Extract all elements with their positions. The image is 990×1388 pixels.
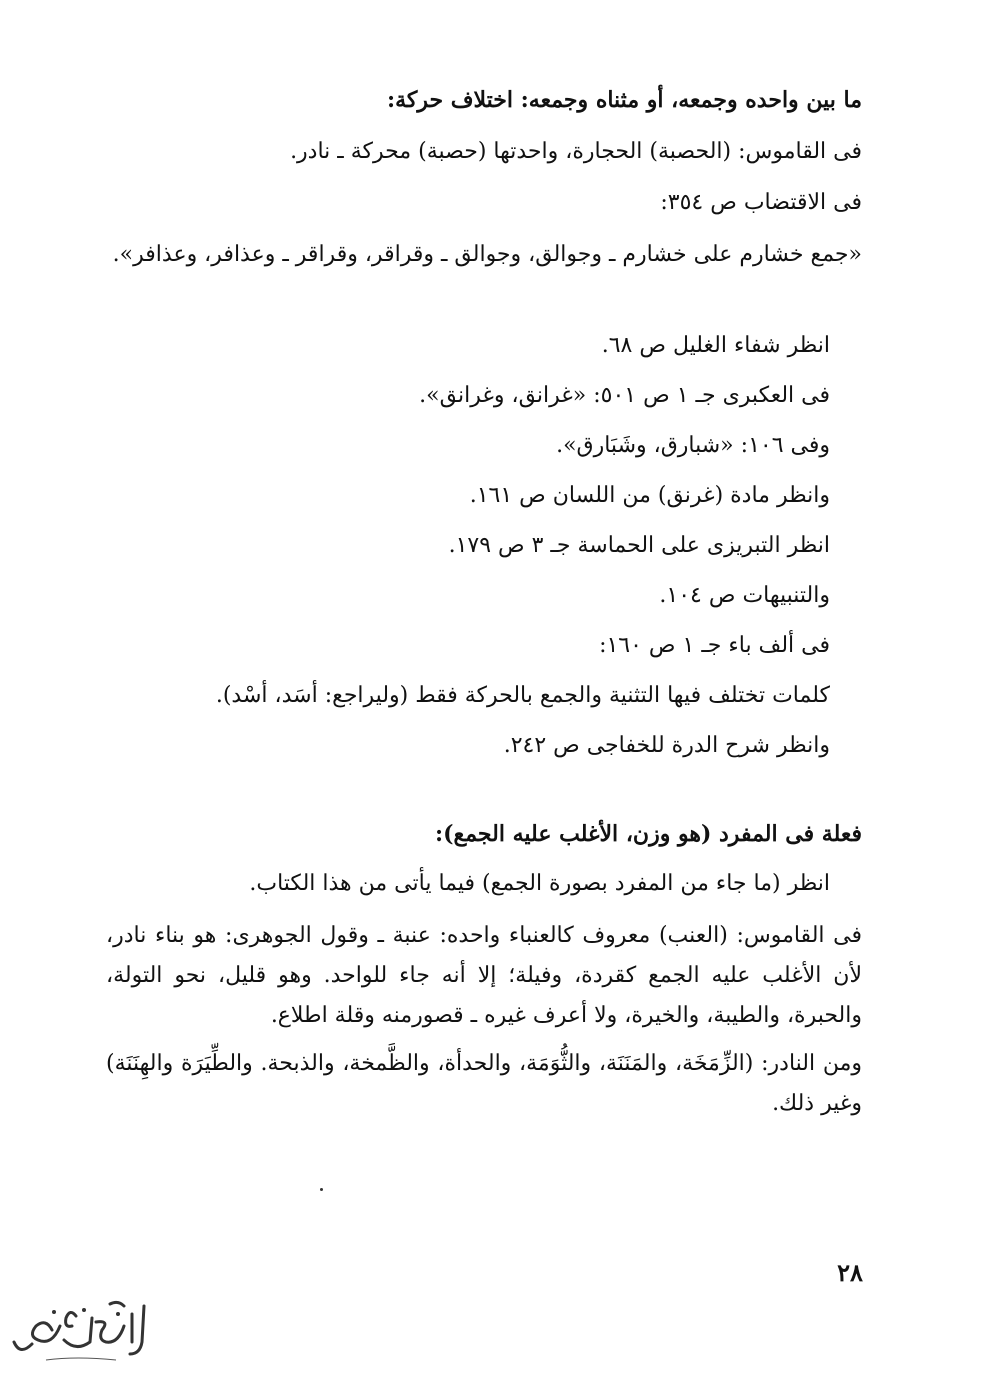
text-line: وانظر شرح الدرة للخفاجى ص ٢٤٢. [503, 733, 830, 758]
text-line: كلمات تختلف فيها التثنية والجمع بالحركة فقط (وليراجع: أسَد، أسْد). [215, 683, 830, 708]
text-line: فى الاقتضاب ص ٣٥٤: [660, 190, 862, 215]
page-number: ٢٨ [837, 1258, 863, 1287]
stray-dot [320, 1188, 323, 1191]
text-line: وانظر مادة (غرنق) من اللسان ص ١٦١. [469, 483, 830, 508]
text-paragraph: «جمع خشارم على خشارم ـ وجوالق، وجوالق ـ وقراقر، وقراقر ـ وعذافر، وعذافر». [112, 242, 862, 267]
calligraphy-stamp-icon [6, 1296, 152, 1368]
section-heading-1: ما بين واحده وجمعه، أو مثناه وجمعه: اختلاف حركة: [386, 87, 862, 113]
section-heading-2: فعلة فى المفرد (هو وزن، الأغلب عليه الجمع): [434, 821, 862, 847]
text-line: انظر شفاء الغليل ص ٦٨. [601, 333, 830, 358]
text-paragraph: ومن النادر: (الزِّمَخَة، والمَنَنَة، والثُّوَمَة، والحدأة، والظَّمخة، والذبحة. والطِّيَرَة والهِنَنَة) وغير ذلك. [106, 1051, 862, 1116]
text-line: فى ألف باء جـ ١ ص ١٦٠: [599, 633, 830, 658]
text-line: فى العكبرى جـ ١ ص ٥٠١: «غرانق، وغرانق». [419, 383, 830, 408]
text-line: والتنبيهات ص ١٠٤. [659, 583, 830, 608]
text-line: انظر التبريزى على الحماسة جـ ٣ ص ١٧٩. [448, 533, 830, 558]
text-line: وفى ١٠٦: «شبارق، وشَبَارق». [556, 433, 830, 458]
text-line: انظر (ما جاء من المفرد بصورة الجمع) فيما يأتى من هذا الكتاب. [249, 871, 830, 896]
text-paragraph: فى القاموس: (العنب) معروف كالعنباء واحده: عنبة ـ وقول الجوهرى: هو بناء نادر، لأن الأغلب عليه الجمع كقردة، وفيلة؛ إلا أنه جاء للواحد. وهو قليل، نحو التولة، والحبرة، والطيبة، والخيرة، ولا أعرف غيره ـ قصورمنه وقلة اطلاع. [106, 923, 862, 1028]
text-line: فى القاموس: (الحصبة) الحجارة، واحدتها (حصبة) محركة ـ نادر. [290, 139, 862, 164]
